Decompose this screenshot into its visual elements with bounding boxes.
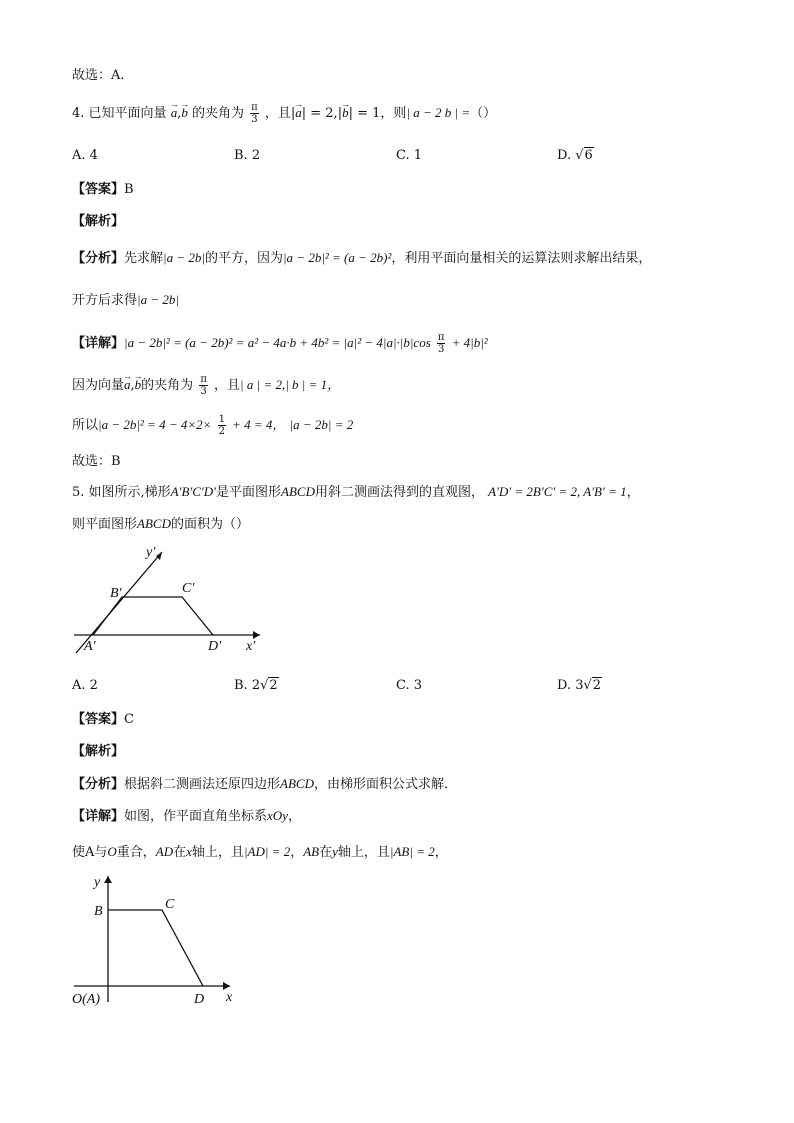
- q5-option-d: D. 3√2: [557, 678, 602, 693]
- q4-conclusion: 故选：B: [72, 454, 121, 469]
- q4-yinwei: 因为向量→ a,→ b的夹角为 $\frac{\pi}{3}$ ，且| a | = 2,| b | = 1，: [72, 374, 340, 397]
- q5-xiangjie: 【详解】如图，作平面直角坐标系xOy，: [72, 808, 301, 824]
- q5-fenxi: 【分析】根据斜二测画法还原四边形ABCD，由梯形面积公式求解．: [72, 776, 457, 792]
- y-prime-label: y′: [146, 545, 156, 560]
- q4-option-a: A. 4: [72, 148, 98, 163]
- d-label: D: [194, 992, 205, 1007]
- q5-stem-2: 则平面图形ABCD的面积为（）: [72, 516, 249, 532]
- x-axis-label: x: [226, 990, 233, 1005]
- q5-stem: 5. 如图所示,梯形A′B′C′D′是平面图形ABCD用斜二测画法得到的直观图， A′D′ = 2B′C′ = 2, A′B′ = 1，: [72, 484, 640, 500]
- q4-fenxi: 【分析】先求解|a − 2b|的平方，因为|a − 2b|² = (a − 2b)²，利用平面向量相关的运算法则求解出结果，: [72, 250, 652, 266]
- q4-option-c: C. 1: [396, 148, 423, 163]
- oblique-projection-figure: [70, 540, 270, 660]
- origin-label: O(A): [72, 992, 100, 1007]
- q5-setup: 使A与O重合，AD在x轴上，且|AD| = 2，AB在y轴上，且|AB| = 2，: [72, 844, 448, 860]
- q5-option-c: C. 3: [396, 678, 423, 693]
- q4-jiexi: 【解析】: [72, 214, 125, 229]
- q5-option-a: A. 2: [72, 678, 98, 693]
- q5-option-b: B. 2√2: [234, 678, 278, 693]
- y-axis-label: y: [94, 875, 101, 890]
- q5-answer: 【答案】C: [72, 712, 134, 727]
- q5-jiexi: 【解析】: [72, 744, 125, 759]
- q4-suoyi: 所以|a − 2b|² = 4 − 4×2× $\frac{1}{2}$ + 4 = 4， |a − 2b| = 2: [72, 414, 354, 437]
- conclusion-line-3: 故选：A.: [72, 68, 125, 83]
- q4-option-b: B. 2: [234, 148, 261, 163]
- c-prime-label: C′: [182, 581, 195, 596]
- b-prime-label: B′: [110, 586, 122, 601]
- q4-fenxi-2: 开方后求得|a − 2b|: [72, 292, 179, 308]
- b-label: B: [94, 904, 103, 919]
- c-label: C: [165, 897, 175, 912]
- q4-option-d: D. √6: [557, 148, 593, 163]
- q4-xiangjie: 【详解】|a − 2b|² = (a − 2b)² = a² − 4a·b + 4b² = |a|² − 4|a|·|b|cos $\frac{\pi}{3}$ + 4|b|²: [72, 332, 488, 355]
- d-prime-label: D′: [208, 639, 222, 654]
- x-prime-label: x′: [246, 639, 256, 654]
- q4-stem: 4. 已知平面向量 → a,→ b 的夹角为 $\frac{\pi}{3}$ ，且|→ a| = 2,|→ b| = 1，则| a − 2 b | =（）: [72, 102, 496, 125]
- a-prime-label: A′: [84, 639, 96, 654]
- original-quadrilateral-figure: [70, 870, 250, 1010]
- q4-answer: 【答案】B: [72, 182, 134, 197]
